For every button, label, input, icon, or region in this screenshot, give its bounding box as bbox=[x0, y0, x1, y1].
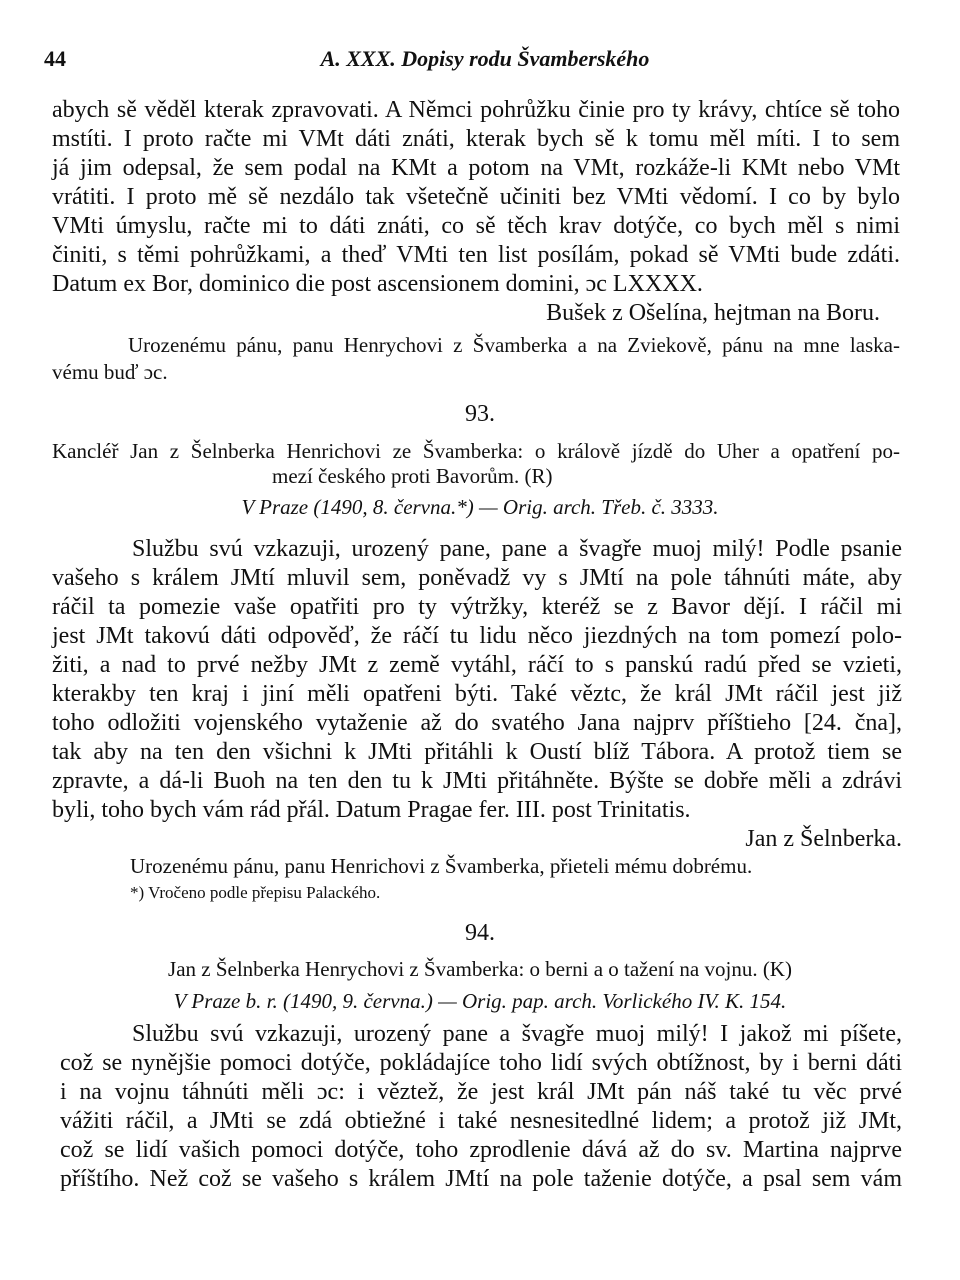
footnote: *) Vročeno podle přepisu Palackého. bbox=[130, 883, 381, 902]
text-line: VMti úmyslu, račte mi to dáti znáti, co sě těch krav dotýče, co bych měl s nimi bbox=[52, 213, 900, 239]
text-line: činiti, s těmi pohrůžkami, a theď VMti ten list posílám, pokad sě VMti bude zdáti. bbox=[52, 242, 900, 268]
text-line: vrátiti. I proto mě sě nezdálo tak všetečně učiniti bez VMti vědomí. I co by bylo bbox=[52, 184, 900, 210]
text-line: vážiti ráčil, a JMti se zdá obtiežné i také nesnesitedlné lidem; a protož již JMt, bbox=[60, 1108, 902, 1134]
text-line: kterakby ten kraj i jiní měli opatřeni býti. Také věztc, že král JMt ráčil jest již bbox=[52, 681, 902, 707]
address-line: Urozenému pánu, panu Henrichovi z Švamberka, přieteli mému dobrému. bbox=[130, 854, 753, 878]
letter-summary: Jan z Šelnberka Henrychovi z Švamberka: o berni a o tažení na vojnu. (K) bbox=[168, 957, 792, 981]
text-line: Datum ex Bor, dominico die post ascensionem domini, ɔc LXXXX. bbox=[52, 271, 703, 297]
text-line: ráčil ta pomezie vaše opatřiti pro ty výtržky, kteréž se z Bavor dějí. I ráčil mi bbox=[52, 594, 902, 620]
letter-number: 94. bbox=[465, 920, 495, 946]
text-line: Službu svú vzkazuji, urozený pane a švagře muoj milý! I jakož mi píšete, bbox=[132, 1021, 902, 1047]
text-line: byli, toho bych vám rád přál. Datum Pragae fer. III. post Trinitatis. bbox=[52, 797, 691, 823]
text-line: já jim odepsal, že sem podal na KMt a potom na VMt, rozkáže-li KMt nebo VMt bbox=[52, 155, 900, 181]
letter-summary: Kancléř Jan z Šelnberka Henrichovi ze Švamberka: o králově jízdě do Uher a opatření po- bbox=[52, 439, 900, 463]
text-line: příštího. Než což se vašeho s králem JMtí na pole taženie dotýče, a psal sem vám bbox=[60, 1166, 902, 1192]
text-line: mstíti. I proto račte mi VMt dáti znáti, kterak bych sě k tomu měl míti. I to sem bbox=[52, 126, 900, 152]
text-line: což se nynějšie pomoci dotýče, pokládajíce toho lidí svých obtížnost, by i berni dáti bbox=[60, 1050, 902, 1076]
page-number: 44 bbox=[44, 46, 66, 71]
text-line: jest JMt takovú dáti odpověď, že ráčí tu lidu něco jiezdných na tom pomezí polo- bbox=[52, 623, 902, 649]
text-line: Službu svú vzkazuji, urozený pane, pane a švagře muoj milý! Podle psanie bbox=[132, 536, 902, 562]
signature: Jan z Šelnberka. bbox=[745, 826, 902, 852]
letter-number: 93. bbox=[465, 401, 495, 427]
text-line: zpravte, a dá-li Buoh na ten den tu k JMti přitáhněte. Býšte se dobře měli a zdrávi bbox=[52, 768, 902, 794]
text-line: žiti, a nad to prvé nežby JMt z země vytáhl, ráčí to s panskú radú před se vzieti, bbox=[52, 652, 902, 678]
address-line: Urozenému pánu, panu Henrychovi z Švamberka a na Zviekově, pánu na mne laska- bbox=[128, 333, 900, 357]
text-line: toho odložiti vojenského vytaženie až do svatého Jana najprv příštieho [24. čna], bbox=[52, 710, 902, 736]
source-note: V Praze b. r. (1490, 9. června.) — Orig. pap. arch. Vorlického IV. K. 154. bbox=[173, 989, 787, 1013]
text-line: vašeho s králem JMtí mluvil sem, poněvadž vy s JMtí na pole táhnúti máte, aby bbox=[52, 565, 902, 591]
running-title: A. XXX. Dopisy rodu Švamberského bbox=[320, 46, 650, 71]
text-line: což se lidí vašich pomoci dotýče, toho zprodlenie dává až do sv. Martina najprve bbox=[60, 1137, 902, 1163]
signature: Bušek z Ošelína, hejtman na Boru. bbox=[546, 300, 880, 326]
text-line: abych sě věděl kterak zpravovati. A Němci pohrůžku činie pro ty krávy, chtíce sě toho bbox=[52, 97, 900, 123]
address-line: vému buď ɔc. bbox=[52, 360, 168, 384]
letter-summary: mezí českého proti Bavorům. (R) bbox=[272, 464, 553, 488]
text-line: tak aby na ten den všichni k JMti přitáhli k Oustí blíž Tábora. A protož tiem se bbox=[52, 739, 902, 765]
text-line: i na vojnu táhnúti měli ɔc: i věztež, že jest král JMt pán náš také tu věc prvé bbox=[60, 1079, 902, 1105]
source-note: V Praze (1490, 8. června.*) — Orig. arch. Třeb. č. 3333. bbox=[241, 495, 719, 519]
